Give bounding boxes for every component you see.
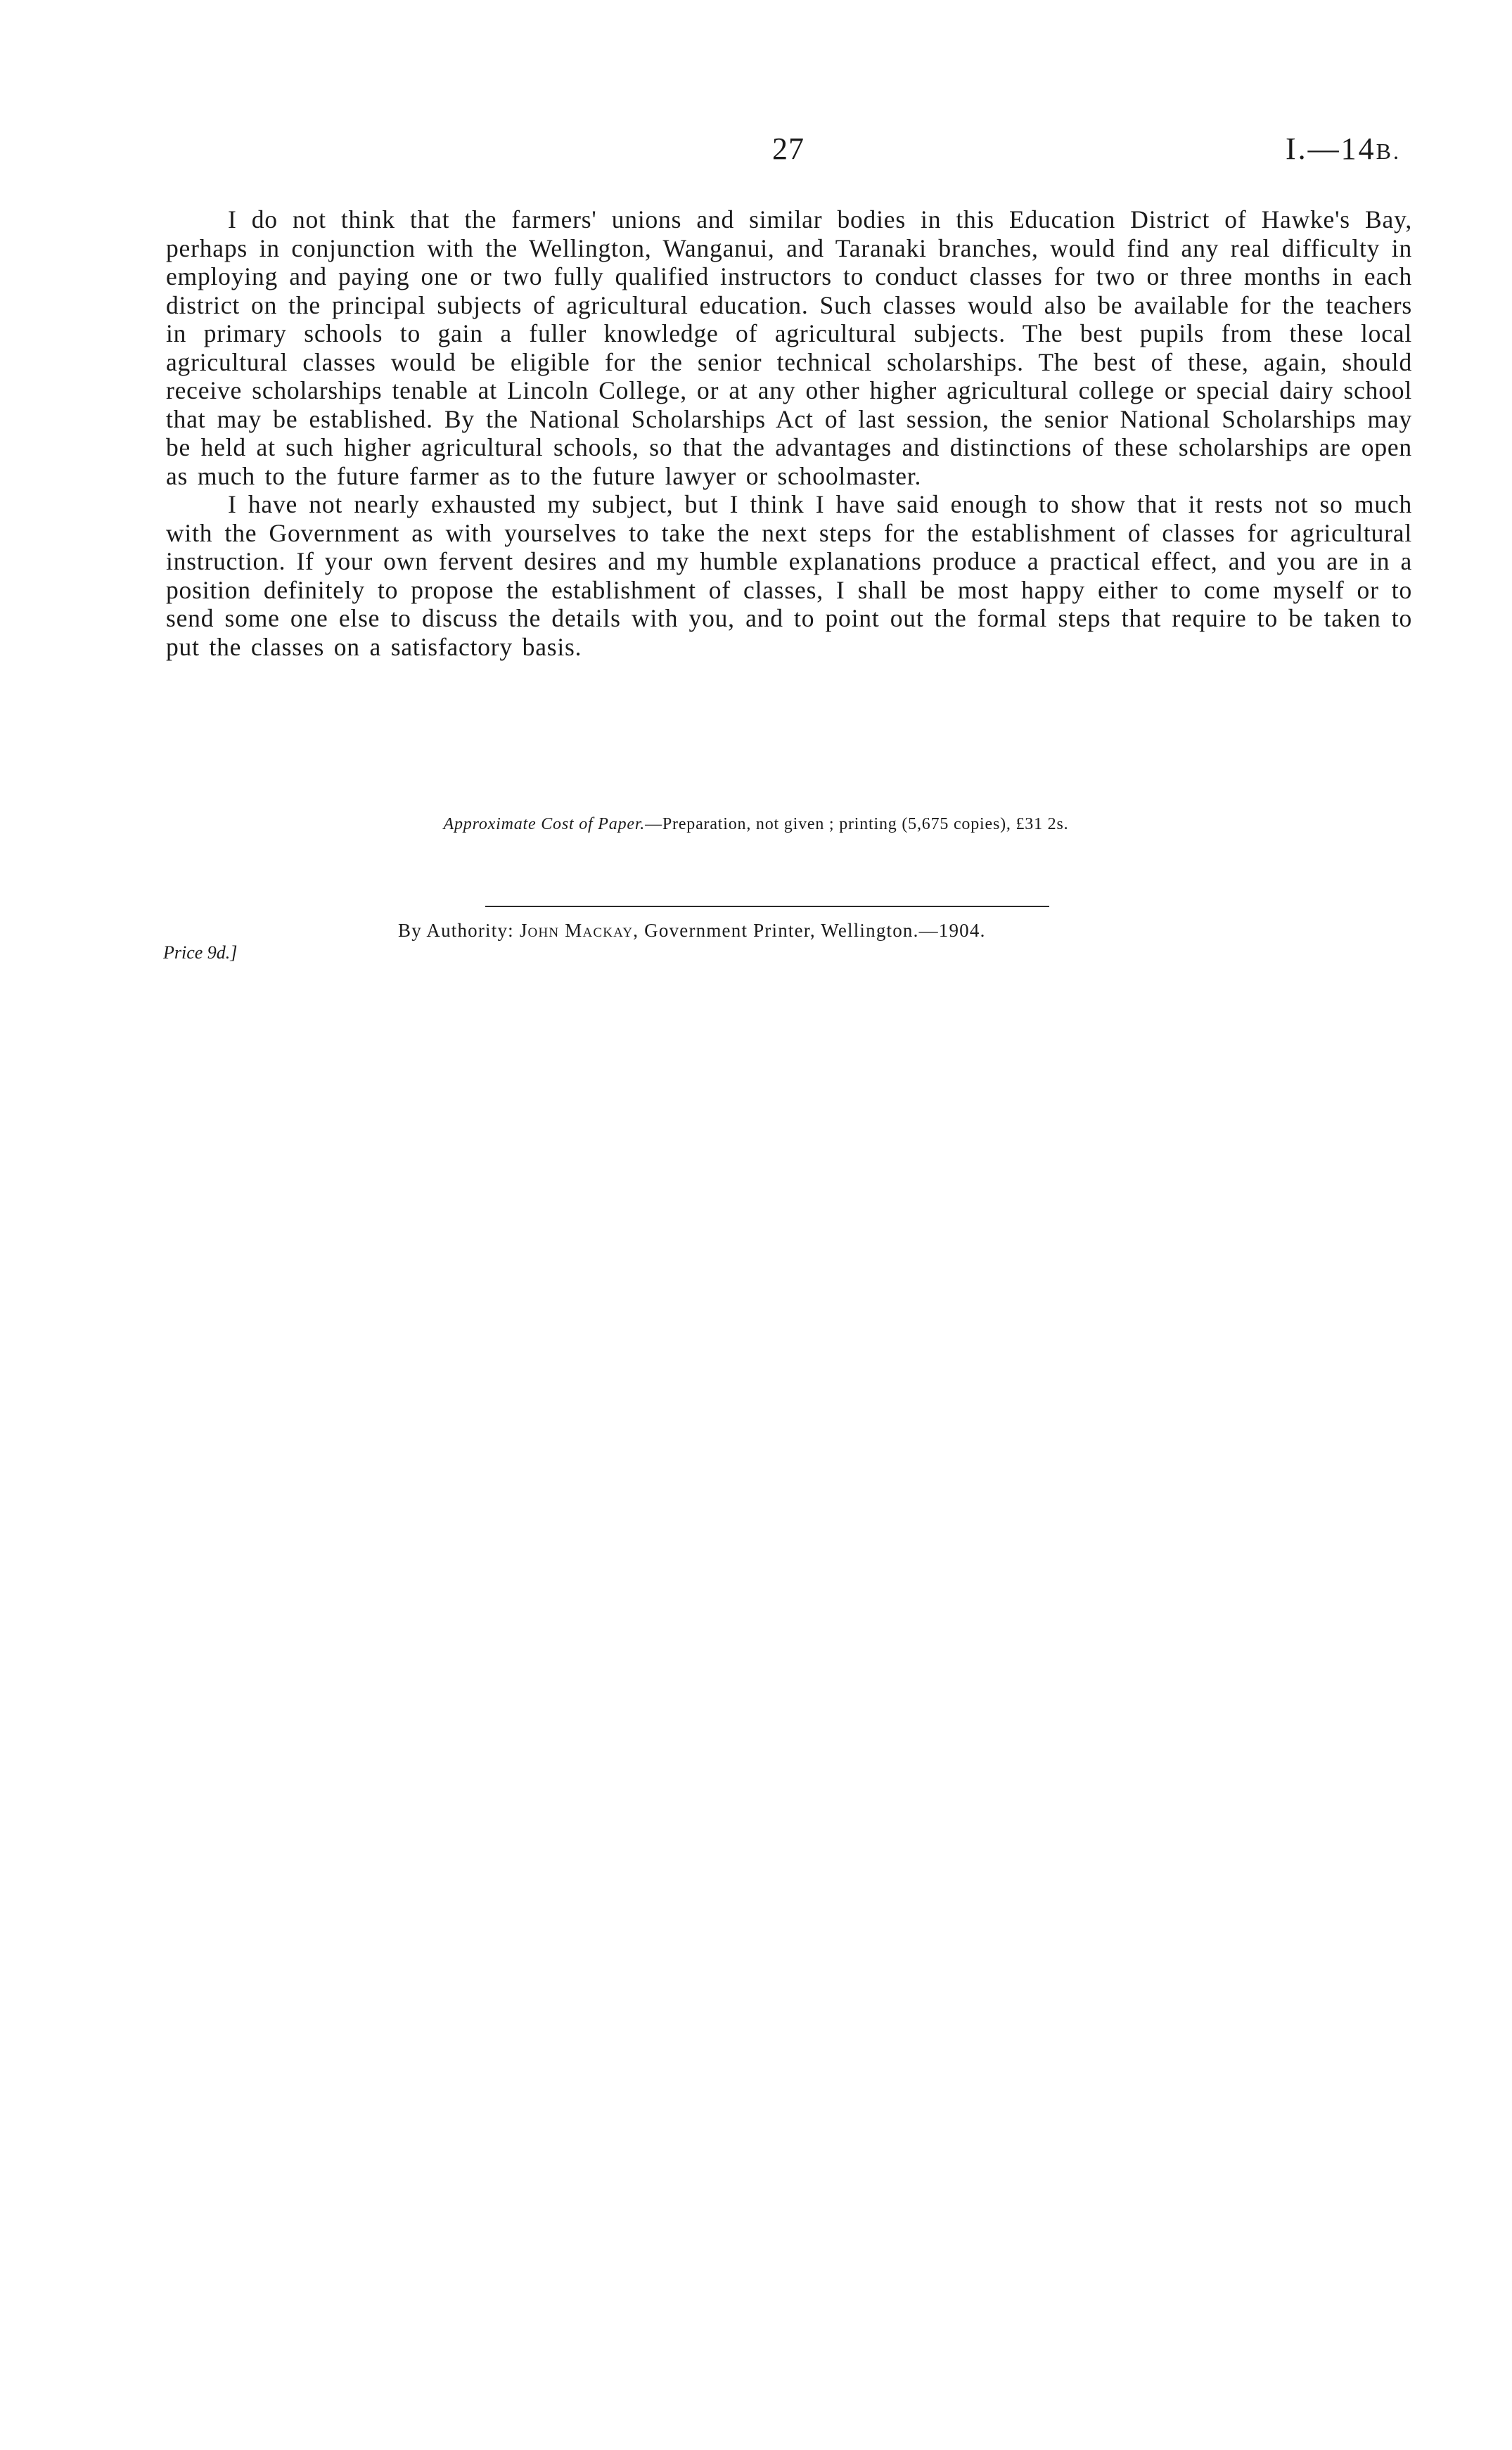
cost-note-label: Approximate Cost of Paper.: [443, 815, 646, 833]
body-text: [166, 205, 1412, 661]
document-code-suffix: B.: [1376, 139, 1401, 164]
paragraph-1: I do not think that the farmers' unions and similar bodies in this Education District of Hawke's Bay, perhaps in conjunction with the Wellington, Wanganui, and Taranaki branches, would find any real difficulty in employing and paying one or two fully qualified instructors to conduct classes for two or three months in each district on the principal subjects of agricultural education. Such classes would also be available for the teachers in primary schools to gain a fuller knowledge of agricultural subjects. The best pupils from these local agricultural classes would be eligible for the senior technical scholarships. The best of these, again, should receive scholarships tenable at Lincoln College, or at any other higher agricultural college or special dairy school that may be established. By the National Scholarships Act of last session, the senior National Scholarships may be held at such higher agricultural schools, so that the advantages and distinctions of these scholarships are open as much to the future farmer as to the future lawyer or schoolmaster.: [166, 205, 1412, 490]
document-code-main: I.—14: [1286, 132, 1376, 166]
imprint-rule: [485, 906, 1049, 907]
cost-note-text: —Preparation, not given ; printing (5,675 copies), £31 2s.: [645, 815, 1069, 833]
imprint-suffix: , Government Printer, Wellington.—1904.: [633, 920, 986, 941]
imprint-printer: John Mackay: [519, 920, 634, 941]
price: Price 9d.]: [163, 942, 238, 963]
cost-note: [0, 815, 1512, 834]
page-number: 27: [772, 132, 805, 166]
paragraph-2: I have not nearly exhausted my subject, but I think I have said enough to show that it rests not so much with the Government as with yourselves to take the next steps for the establishment of classes for agricultural instruction. If your own fervent desires and my humble explanations produce a practical effect, and you are in a position definitely to propose the establishment of classes, I shall be most happy either to come myself or to send some one else to discuss the details with you, and to point out the formal steps that require to be taken to put the classes on a satisfactory basis.: [166, 490, 1412, 661]
document-code: [1286, 131, 1401, 167]
imprint-prefix: By Authority:: [398, 920, 520, 941]
imprint: [398, 920, 986, 942]
